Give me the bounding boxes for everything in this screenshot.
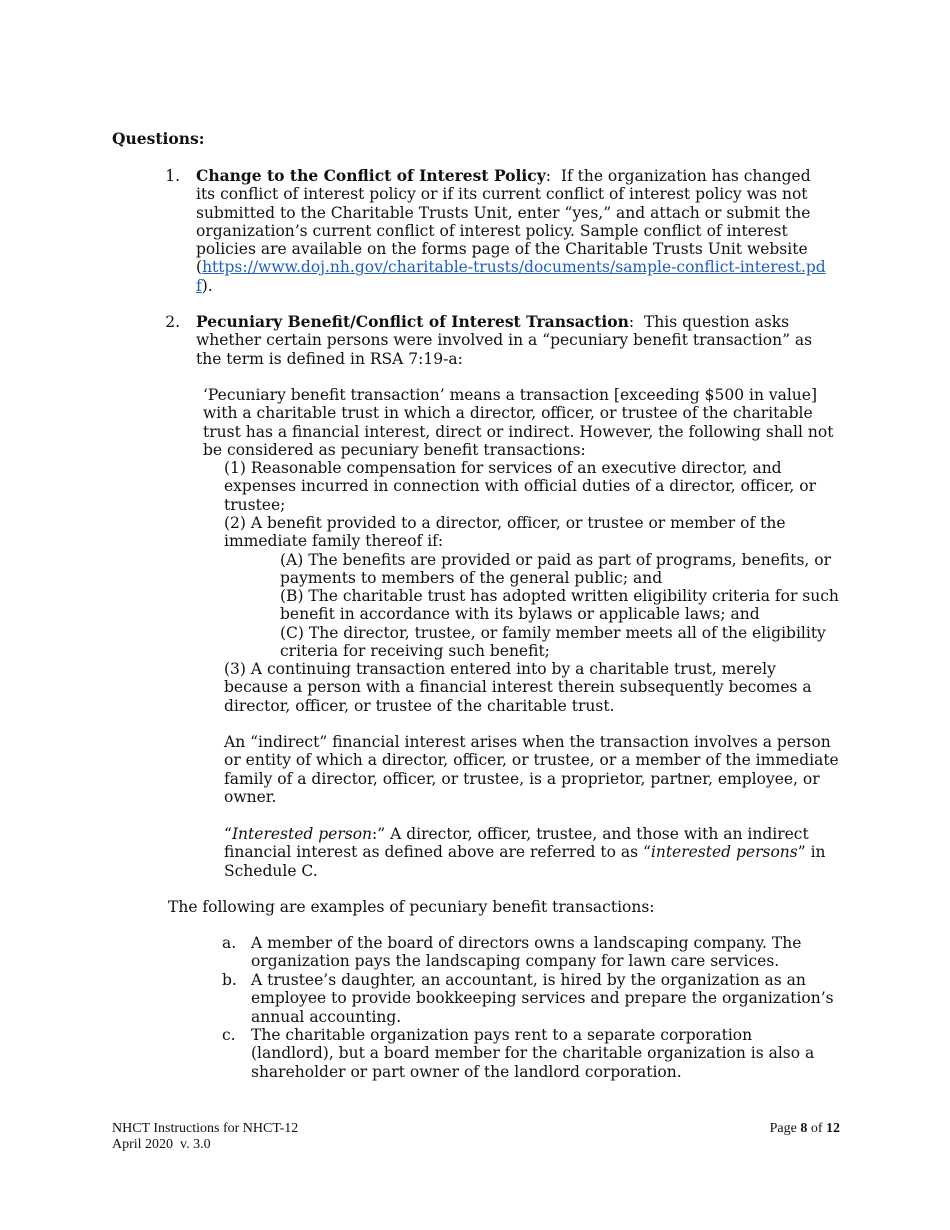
questions-heading: Questions: — [112, 129, 205, 148]
interested-person-end: ” in Schedule C. — [224, 843, 826, 880]
interested-person-mid: :” A director, officer, trustee, and those with an indirect financial interest as defined above are referred to as “ — [224, 825, 809, 862]
interested-open-quote: “ — [224, 825, 232, 843]
statute-item-2: (2) A benefit provided to a director, officer, or trustee or member of the immediate family thereof if: — [224, 514, 786, 551]
example-b-letter: b. — [222, 971, 237, 989]
question-1 — [160, 167, 840, 295]
footer-left — [112, 1121, 442, 1153]
example-c-letter: c. — [222, 1026, 236, 1044]
example-a-text: A member of the board of directors owns a landscaping company. The organization pays the landscaping company for lawn care services. — [251, 934, 802, 971]
sample-policy-link[interactable]: https://www.doj.nh.gov/charitable-trusts/documents/sample-conflict-interest.pdf — [196, 258, 826, 295]
question-1-colon: : — [545, 167, 551, 185]
statute-item-2b: (B) The charitable trust has adopted written eligibility criteria for such benefit in accordance with its bylaws or applicable laws; and — [280, 587, 839, 624]
interested-person-term: Interested person — [231, 825, 373, 843]
question-2 — [160, 313, 840, 368]
example-b — [222, 971, 847, 1026]
footer-page-total: 12 — [826, 1121, 840, 1136]
footer-doc-title: NHCT Instructions for NHCT-12 — [112, 1121, 299, 1136]
example-a-letter: a. — [222, 934, 237, 952]
statute-item-1: (1) Reasonable compensation for services of an executive director, and expenses incurred in connection with official duties of a director, officer, or trustee; — [224, 459, 817, 514]
question-1-number: 1. — [165, 167, 180, 185]
examples-intro: The following are examples of pecuniary benefit transactions: — [168, 898, 655, 916]
footer-page-word: Page — [769, 1121, 801, 1136]
example-a — [222, 934, 847, 971]
question-1-after-link: ). — [201, 276, 213, 295]
footer-of-word: of — [807, 1121, 826, 1136]
question-2-text: This question asks whether certain persons were involved in a “pecuniary benefit transaction” as the term is defined in RSA 7:19-a: — [196, 313, 818, 368]
statute-item-2c: (C) The director, trustee, or family member meets all of the eligibility criteria for receiving such benefit; — [280, 624, 826, 661]
question-2-title: Pecuniary Benefit/Conflict of Interest Transaction — [196, 312, 629, 331]
example-c — [222, 1026, 847, 1081]
question-2-number: 2. — [165, 313, 180, 331]
indirect-interest-paragraph: An “indirect” financial interest arises when the transaction involves a person or entity of which a director, officer, or trustee, or a member of the immediate family of a director, officer, or trustee, is a proprietor, partner, employee, or owner. — [224, 733, 839, 806]
footer-page-current: 8 — [800, 1121, 808, 1136]
question-1-title: Change to the Conflict of Interest Policy — [196, 166, 546, 185]
footer-version: April 2020 v. 3.0 — [112, 1137, 211, 1152]
statute-item-3: (3) A continuing transaction entered into by a charitable trust, merely because a person with a financial interest therein subsequently becomes a director, officer, or trustee of the charitable trust. — [224, 660, 812, 715]
example-c-text: The charitable organization pays rent to a separate corporation (landlord), but a board member for the charitable organization is also a shareholder or part owner of the landlord corporation. — [251, 1026, 815, 1081]
question-1-text: If the organization has changed its conflict of interest policy or if its current conflict of interest policy was not submitted to the Charitable Trusts Unit, enter “yes,” and attach or submit the organization’s current conflict of interest policy. Sample conflict of interest policies are available on the forms page of the Charitable Trusts Unit website ( — [196, 167, 816, 277]
question-2-colon: : — [628, 313, 635, 331]
interested-persons-term: interested persons — [650, 843, 798, 862]
footer-page-number — [640, 1121, 840, 1137]
statute-definition: ‘Pecuniary benefit transaction’ means a transaction [exceeding $500 in value] with a charitable trust in which a director, officer, or trustee of the charitable trust has a financial interest, direct or indirect. However, the following shall not be considered as pecuniary benefit transactions: — [203, 386, 834, 459]
example-b-text: A trustee’s daughter, an accountant, is hired by the organization as an employee to provide bookkeeping services and prepare the organization’s annual accounting. — [251, 971, 834, 1026]
interested-person-paragraph — [224, 825, 829, 880]
statute-item-2a: (A) The benefits are provided or paid as part of programs, benefits, or payments to members of the general public; and — [280, 551, 831, 588]
